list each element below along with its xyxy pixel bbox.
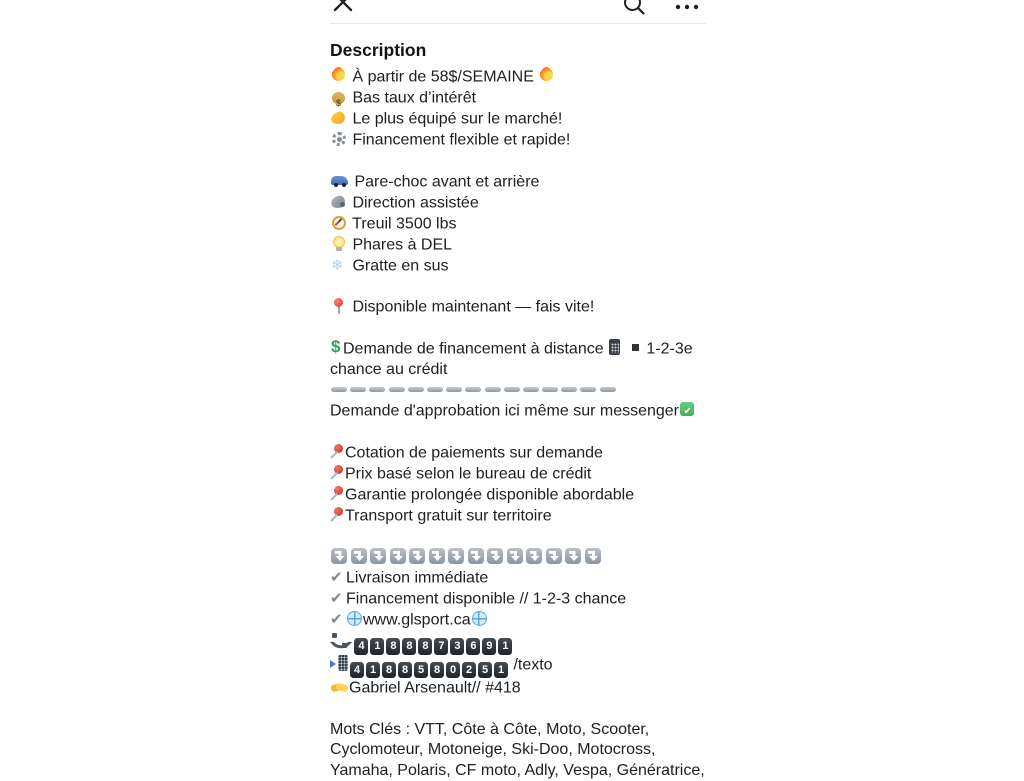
description-text: Financement flexible et rapide! <box>348 132 570 149</box>
description-text: Financement disponible // 1-2-3 chance <box>346 591 626 608</box>
description-line <box>330 720 706 781</box>
keycap-digit-icon: 2 <box>462 662 476 679</box>
keycap-digit-icon: 9 <box>482 638 496 655</box>
keycap-digit-icon: 7 <box>434 638 448 655</box>
snowflake-icon <box>330 256 348 274</box>
pushpin-icon <box>330 464 345 482</box>
section-title: Description <box>330 40 706 61</box>
heavy-minus-icon <box>522 380 541 398</box>
listing-description-panel <box>330 0 706 768</box>
description-line <box>330 589 706 610</box>
description-line <box>330 485 706 506</box>
dollar-sign-icon <box>330 339 343 357</box>
description-text: Demande de financement à distance <box>343 340 608 357</box>
heavy-minus-icon <box>349 380 368 398</box>
description-line <box>330 130 706 151</box>
check-green-icon <box>679 401 697 419</box>
compass-icon <box>330 214 348 232</box>
arrow-down-icon <box>486 547 506 566</box>
heavy-minus-icon <box>464 380 483 398</box>
heavy-minus-icon <box>484 380 503 398</box>
keycap-digit-icon: 5 <box>414 662 428 679</box>
description-line <box>330 172 706 193</box>
arrow-down-icon <box>564 547 584 566</box>
description-text: Gabriel Arsenault// #418 <box>349 680 521 697</box>
description-line <box>330 88 706 109</box>
fire-icon <box>538 67 556 85</box>
keycap-digit-icon: 8 <box>402 638 416 655</box>
description-text: Treuil 3500 lbs <box>348 215 457 232</box>
description-text: /texto <box>509 656 553 673</box>
description-line <box>330 464 706 485</box>
pushpin-icon <box>330 506 345 524</box>
heavy-minus-icon <box>579 380 598 398</box>
description-line <box>330 547 706 568</box>
arrow-down-icon <box>389 547 409 566</box>
check-gray-icon <box>330 568 346 586</box>
description-line <box>330 401 706 422</box>
arrow-down-icon <box>506 547 526 566</box>
arrow-down-icon <box>447 547 467 566</box>
description-line <box>330 318 706 339</box>
description-text: Phares à DEL <box>348 236 452 253</box>
heavy-minus-icon <box>368 380 387 398</box>
description-line <box>330 610 706 631</box>
description-line <box>330 339 706 381</box>
description-line <box>330 297 706 318</box>
keycap-digit-icon: 8 <box>386 638 400 655</box>
description-line <box>330 568 706 589</box>
arrow-down-icon <box>525 547 545 566</box>
description-line <box>330 631 706 655</box>
arrow-down-icon <box>350 547 370 566</box>
description-text: Livraison immédiate <box>346 570 488 587</box>
description-line <box>330 235 706 256</box>
arrow-down-icon <box>467 547 487 566</box>
mobile-arrow-icon <box>330 655 349 673</box>
description-line <box>330 193 706 214</box>
keycap-digit-icon: 3 <box>450 638 464 655</box>
keycap-digit-icon: 1 <box>494 662 508 679</box>
description-line <box>330 699 706 720</box>
handshake-icon <box>330 678 349 696</box>
description-text <box>622 340 631 357</box>
globe-icon <box>471 610 488 628</box>
close-icon[interactable] <box>332 0 354 18</box>
description-text: Gratte en sus <box>348 257 449 274</box>
description-line <box>330 109 706 130</box>
globe-icon <box>346 610 363 628</box>
topbar-divider <box>330 23 706 24</box>
mechanical-arm-icon <box>330 193 348 211</box>
heavy-minus-icon <box>426 380 445 398</box>
description-line <box>330 506 706 527</box>
suv-icon <box>330 172 350 190</box>
description-text: Garantie prolongée disponible abordable <box>345 486 634 503</box>
keycap-digit-icon: 1 <box>366 662 380 679</box>
money-bag-icon <box>330 88 348 106</box>
more-options-icon[interactable] <box>674 0 700 17</box>
description-text: 1-2-3e chance au crédit <box>330 340 697 378</box>
heavy-minus-icon <box>503 380 522 398</box>
arrow-down-icon <box>584 547 604 566</box>
gear-icon <box>330 130 348 148</box>
description-line <box>330 214 706 235</box>
keycap-digit-icon: 1 <box>498 638 512 655</box>
description-text: Cotation de paiements sur demande <box>345 444 603 461</box>
arrow-down-icon <box>545 547 565 566</box>
description-line <box>330 655 706 679</box>
arrow-down-icon <box>330 547 350 566</box>
heavy-minus-icon <box>445 380 464 398</box>
arrow-down-icon <box>428 547 448 566</box>
description-line <box>330 443 706 464</box>
phone-receiver-icon <box>330 631 349 649</box>
description-text: Disponible maintenant — fais vite! <box>348 299 594 316</box>
light-bulb-icon <box>330 235 348 253</box>
description-text: Le plus équipé sur le marché! <box>348 111 562 128</box>
search-icon[interactable] <box>622 0 646 21</box>
description-line <box>330 256 706 277</box>
fire-icon <box>330 67 348 85</box>
heavy-minus-icon <box>330 380 349 398</box>
description-text: Bas taux d’intérêt <box>348 90 476 107</box>
description-text: Direction assistée <box>348 194 479 211</box>
keycap-digit-icon: 5 <box>478 662 492 679</box>
description-text: Demande d'approbation ici même sur messenger <box>330 403 679 420</box>
check-gray-icon <box>330 589 346 607</box>
heavy-minus-icon <box>560 380 579 398</box>
description-text: www.glsport.ca <box>363 612 471 629</box>
heavy-minus-icon <box>541 380 560 398</box>
keycap-digit-icon: 8 <box>382 662 396 679</box>
arrow-down-icon <box>408 547 428 566</box>
keycap-digit-icon: 4 <box>354 638 368 655</box>
top-bar <box>330 0 706 23</box>
calculator-icon <box>608 339 622 357</box>
flexed-biceps-icon <box>330 109 348 127</box>
description-text: Prix basé selon le bureau de crédit <box>345 465 591 482</box>
pushpin-icon <box>330 485 345 503</box>
keycap-digit-icon: 0 <box>446 662 460 679</box>
small-square-icon <box>631 339 642 357</box>
round-pushpin-icon <box>330 297 348 315</box>
keycap-digit-icon: 6 <box>466 638 480 655</box>
arrow-down-icon <box>369 547 389 566</box>
heavy-minus-icon <box>599 380 618 398</box>
heavy-minus-icon <box>407 380 426 398</box>
description-text: Mots Clés : VTT, Côte à Côte, Moto, Scooter, Cyclomoteur, Motoneige, Ski-Doo, Motocross, Yamaha, Polaris, CF moto, Adly, Vespa, Génératrice, <box>330 721 705 779</box>
description-text: À partir de 58$/SEMAINE <box>348 69 538 86</box>
description-line <box>330 380 706 401</box>
description-line <box>330 67 706 88</box>
description-body <box>330 67 706 781</box>
description-line <box>330 422 706 443</box>
keycap-digit-icon: 8 <box>430 662 444 679</box>
keycap-digit-icon: 8 <box>418 638 432 655</box>
description-text: Pare-choc avant et arrière <box>350 173 539 190</box>
description-line <box>330 527 706 548</box>
keycap-digit-icon: 1 <box>370 638 384 655</box>
check-gray-icon <box>330 610 346 628</box>
keycap-digit-icon: 8 <box>398 662 412 679</box>
description-line <box>330 277 706 298</box>
description-line <box>330 678 706 699</box>
description-line <box>330 151 706 172</box>
pushpin-icon <box>330 443 345 461</box>
keycap-digit-icon: 4 <box>350 662 364 679</box>
description-text: Transport gratuit sur territoire <box>345 507 552 524</box>
heavy-minus-icon <box>388 380 407 398</box>
